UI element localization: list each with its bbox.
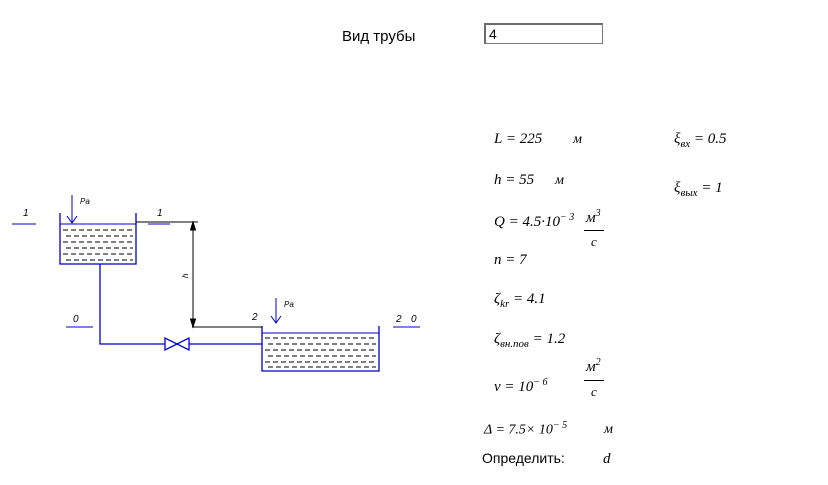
left-reservoir [60, 213, 136, 264]
height-dimension [136, 222, 262, 327]
section-label-1-left: 1 [23, 208, 29, 219]
pipe-type-input[interactable] [484, 23, 603, 44]
section-label-1-right: 1 [157, 208, 163, 219]
pipe-type-label: Вид трубы [342, 28, 416, 45]
determine-value: d [603, 451, 611, 467]
param-flow-unit-den: с [591, 234, 597, 249]
pa-right-label: Pa [284, 300, 294, 309]
valve-icon [165, 338, 189, 350]
param-viscosity-unit-num: $м^2$ [586, 357, 601, 375]
param-xi-inlet: $\xi_{вх} = 0.5$ [674, 131, 727, 150]
param-viscosity-fraction-bar [584, 380, 604, 381]
param-delta: $\Delta = 7.5\times 10^{- 5}$ [484, 420, 568, 438]
param-height: h = 55 [494, 172, 535, 188]
param-zeta-vnpov: $\zeta_{вн.пов} = 1.2$ [494, 331, 566, 350]
pressure-arrow-right-icon [271, 298, 281, 323]
reference-lines [12, 224, 420, 327]
height-label: h [181, 273, 190, 278]
param-length: L = 225 [494, 131, 543, 147]
right-reservoir [262, 326, 379, 371]
section-label-0-left: 0 [73, 314, 79, 325]
param-xi-outlet: $\xi_{вых} = 1$ [674, 180, 723, 199]
pressure-arrow-left-icon [67, 195, 77, 223]
param-delta-unit: м [604, 422, 613, 437]
pa-left-label: Pa [80, 197, 90, 206]
param-length-unit: м [573, 132, 582, 147]
param-roughness-n: n = 7 [494, 252, 527, 268]
param-flow-unit-num: $м^3$ [586, 208, 601, 226]
param-zeta-kr: $\zeta_{kr} = 4.1$ [494, 291, 546, 310]
param-height-unit: м [555, 173, 564, 188]
param-flow: $Q = 4.5\cdot 10^{- 3}$ [494, 212, 575, 230]
section-label-2-right: 2 [396, 314, 402, 325]
determine-label: Определить: [482, 450, 565, 466]
section-label-2-mid: 2 [252, 312, 258, 323]
param-flow-fraction-bar [584, 230, 604, 231]
param-viscosity-unit-den: с [591, 384, 597, 399]
param-viscosity: $\nu = 10^{- 6}$ [494, 377, 548, 395]
section-label-0-right: 0 [411, 314, 417, 325]
